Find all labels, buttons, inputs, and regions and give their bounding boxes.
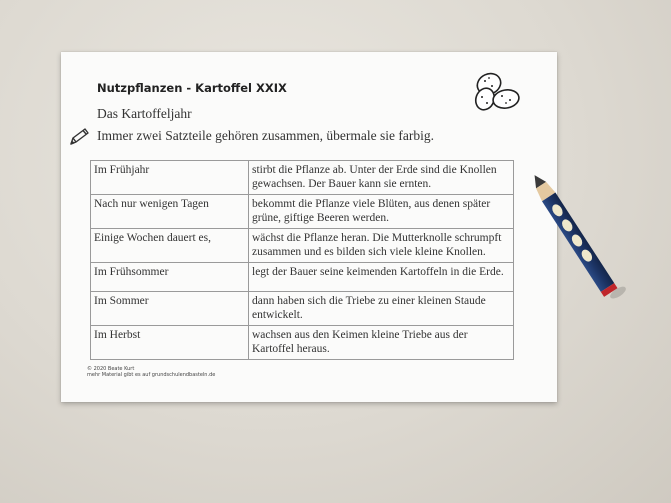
copyright-line: © 2020 Beate Kurt xyxy=(87,366,135,372)
sentence-start: Einige Wochen dauert es, xyxy=(91,229,249,263)
sentence-start: Im Sommer xyxy=(91,292,249,326)
sentence-start: Im Frühsommer xyxy=(91,263,249,292)
website-line: mehr Material gibt es auf grundschulendbasteln.de xyxy=(87,372,216,378)
sentence-start: Im Frühjahr xyxy=(91,161,249,195)
sentence-end: bekommt die Pflanze viele Blüten, aus denen später grüne, giftige Beeren werden. xyxy=(249,195,514,229)
worksheet-title: Nutzpflanzen - Kartoffel XXIX xyxy=(97,81,287,95)
sentence-end: wächst die Pflanze heran. Die Mutterknolle schrumpft zusammen und es bilden sich viele kleine Knollen. xyxy=(249,229,514,263)
sentence-end: wachsen aus den Keimen kleine Triebe aus der Kartoffel heraus. xyxy=(249,326,514,360)
sentence-end: legt der Bauer seine keimenden Kartoffeln in die Erde. xyxy=(249,263,514,292)
sentence-end: stirbt die Pflanze ab. Unter der Erde sind die Knollen gewachsen. Der Bauer kann sie ernten. xyxy=(249,161,514,195)
worksheet-subtitle: Das Kartoffeljahr xyxy=(97,106,192,121)
sentence-start: Nach nur wenigen Tagen xyxy=(91,195,249,229)
sentence-end: dann haben sich die Triebe zu einer kleinen Staude entwickelt. xyxy=(249,292,514,326)
sentence-start: Im Herbst xyxy=(91,326,249,360)
worksheet-instruction: Immer zwei Satzteile gehören zusammen, übermale sie farbig. xyxy=(97,128,434,143)
